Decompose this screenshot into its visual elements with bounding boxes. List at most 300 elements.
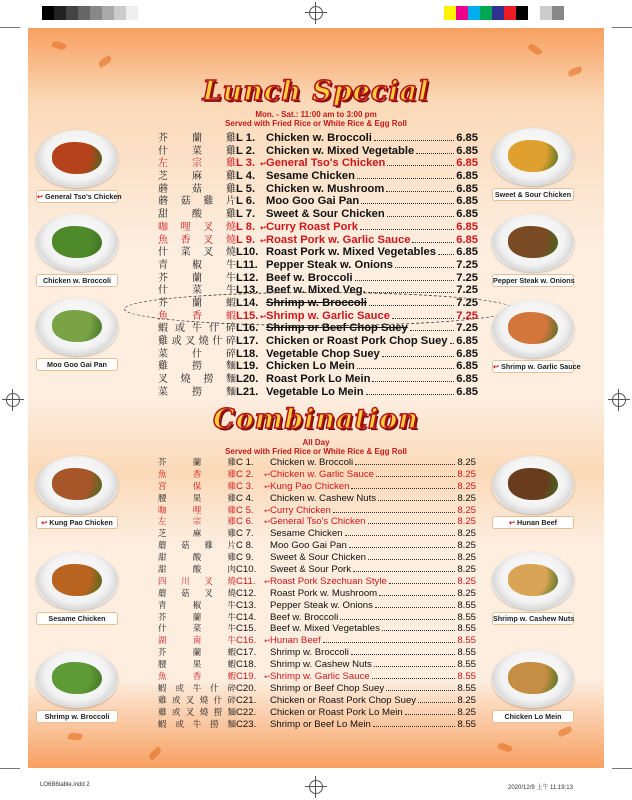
item-price: 8.25	[457, 587, 476, 599]
photo-caption	[36, 516, 118, 529]
item-code: L17.	[236, 335, 259, 347]
item-code: L 2.	[236, 144, 256, 157]
crop-mark	[612, 768, 632, 769]
chinese-name: 雞撈麵	[158, 361, 236, 373]
combination-item	[158, 504, 476, 516]
chinese-name: 蝦或牛撈麵	[158, 719, 236, 730]
dot-leader	[353, 571, 455, 572]
spicy-arrow-icon: ↩	[37, 192, 46, 201]
leaf-decoration	[51, 40, 67, 51]
registration-mark-bottom	[305, 776, 327, 798]
dot-leader	[340, 619, 455, 620]
combination-item	[158, 622, 476, 634]
chinese-name: 什菜牛	[158, 285, 236, 297]
food-photo	[36, 456, 118, 529]
item-price: 8.25	[457, 540, 476, 552]
lunch-item	[158, 142, 478, 155]
combination-item	[158, 599, 476, 611]
food-image	[52, 468, 102, 500]
item-code: L12.	[236, 271, 259, 284]
chinese-name: 芝麻雞	[158, 529, 236, 540]
item-price: 8.55	[457, 682, 476, 694]
item-code: C11.	[236, 575, 256, 587]
combination-item	[158, 456, 476, 468]
leaf-decoration	[497, 741, 513, 753]
leaf-decoration	[147, 746, 162, 760]
chinese-name: 蘑菇雞片	[158, 541, 236, 552]
item-price: 6.85	[456, 182, 478, 195]
photo-caption	[36, 358, 118, 371]
caption-text: Chicken w. Broccoli	[42, 276, 112, 285]
item-code: C13.	[236, 599, 257, 611]
item-code: L 5.	[236, 182, 256, 195]
item-name: Roast Pork w. Mixed Vegetables	[266, 246, 436, 259]
item-code: C17.	[236, 647, 257, 659]
combination-item	[158, 718, 476, 730]
chinese-name: 甜酸雞	[158, 209, 236, 221]
food-photo	[36, 650, 118, 723]
item-code: L10.	[236, 246, 259, 259]
item-name: Sweet & Sour Pork	[270, 564, 352, 576]
dot-leader	[389, 583, 456, 584]
combination-item	[158, 515, 476, 527]
plate-image	[36, 456, 118, 514]
food-image	[52, 142, 102, 174]
caption-text: Shrimp w. Cashew Nuts	[493, 614, 575, 623]
item-name: Moo Goo Gai Pan	[270, 540, 347, 552]
dot-leader	[333, 512, 456, 513]
lunch-item	[158, 256, 478, 269]
registration-mark-top	[305, 2, 327, 24]
chinese-name: 菜什碎	[158, 348, 236, 360]
food-image	[52, 310, 102, 342]
item-code: L 8.	[236, 220, 256, 233]
item-price: 7.25	[456, 309, 478, 322]
lunch-item	[158, 243, 478, 259]
item-code: L11.	[236, 258, 258, 271]
chinese-name: 芥蘭牛	[158, 612, 236, 623]
item-name: Shrimp w. Broccoli	[266, 296, 367, 309]
item-code: C10.	[236, 564, 257, 576]
photo-caption	[36, 710, 118, 723]
chinese-name: 雞或叉燒什碎	[158, 336, 236, 347]
plate-image	[492, 214, 574, 272]
spicy-arrow-icon: ↩	[264, 519, 270, 527]
leaf-decoration	[527, 42, 542, 56]
registration-mark-left	[2, 389, 24, 411]
photo-caption	[492, 360, 581, 373]
food-image	[508, 226, 558, 258]
lunch-item	[158, 205, 478, 221]
item-price: 7.25	[456, 322, 478, 335]
item-name: Beef w. Broccoli	[266, 271, 353, 284]
item-name: Curry Roast Pork	[266, 220, 359, 233]
item-price: 7.25	[456, 296, 478, 309]
lunch-item	[158, 345, 478, 358]
caption-text: Pepper Steak w. Onions	[493, 276, 575, 285]
item-name: Chicken w. Mixed Vegetable	[266, 144, 415, 157]
item-code: L 9.	[236, 233, 256, 246]
lunch-note: Served with Fried Rice or White Rice & Egg Roll	[225, 119, 407, 128]
item-name: Chicken w. Cashew Nuts	[270, 492, 377, 504]
item-code: L 4.	[236, 170, 256, 183]
item-code: L21.	[236, 385, 259, 398]
food-image	[508, 140, 558, 172]
item-code: L13.	[236, 284, 259, 297]
color-bar	[444, 6, 564, 20]
item-name: Sweet & Sour Chicken	[266, 208, 385, 221]
spicy-arrow-icon: ↩	[260, 313, 266, 321]
plate-image	[492, 128, 574, 186]
leaf-decoration	[557, 726, 573, 737]
item-code: L 3.	[236, 157, 256, 170]
spicy-arrow-icon: ↩	[264, 638, 270, 646]
combination-menu-list	[158, 456, 476, 729]
item-price: 8.25	[457, 480, 476, 492]
dot-leader	[368, 523, 456, 524]
food-image	[508, 468, 558, 500]
chinese-name: 湖南牛	[158, 636, 236, 647]
lunch-special-title: Lunch Special	[202, 76, 430, 107]
chinese-name: 蘑菇叉燒	[158, 588, 236, 599]
plate-image	[36, 130, 118, 188]
item-price: 6.85	[456, 373, 478, 386]
item-price: 6.85	[456, 132, 478, 144]
spicy-arrow-icon: ↩	[509, 518, 518, 527]
item-name: Beef w. Mixed Veg.	[266, 284, 366, 297]
item-price: 6.85	[456, 347, 478, 360]
item-price: 8.25	[457, 528, 476, 540]
chinese-name: 四川叉燒	[158, 576, 236, 587]
item-price: 8.55	[457, 671, 476, 683]
chinese-name: 青椒牛	[158, 600, 236, 611]
dot-leader	[323, 642, 456, 643]
photo-caption	[36, 274, 118, 287]
item-price: 8.25	[457, 564, 476, 576]
lunch-item	[158, 180, 478, 193]
item-name: Roast Pork Szechuan Style	[270, 575, 387, 587]
chinese-name: 魚香叉燒	[158, 234, 236, 246]
dot-leader	[349, 547, 456, 548]
spicy-arrow-icon: ↩	[260, 224, 266, 232]
combination-title: Combination	[213, 404, 419, 435]
item-code: L16.	[236, 322, 259, 335]
food-photo	[492, 128, 574, 201]
food-image	[52, 226, 102, 258]
chinese-name: 腰果雞	[158, 493, 236, 504]
item-price: 7.25	[456, 284, 478, 297]
food-photo	[36, 298, 118, 371]
item-code: C14.	[236, 611, 257, 623]
item-price: 8.25	[457, 706, 476, 718]
item-name: Shrimp w. Garlic Sauce	[266, 309, 390, 322]
item-name: Roast Pork w. Mushroom	[270, 587, 378, 599]
spicy-arrow-icon: ↩	[264, 483, 270, 491]
food-image	[508, 312, 558, 344]
item-name: Chicken w. Broccoli	[270, 457, 354, 468]
item-code: L20.	[236, 373, 259, 386]
item-price: 6.85	[456, 233, 478, 246]
dot-leader	[351, 488, 455, 489]
item-name: Pepper Steak w. Onions	[266, 258, 394, 271]
item-name: Sweet & Sour Chicken	[270, 552, 366, 564]
item-code: L15.	[236, 309, 259, 322]
item-price: 8.25	[457, 457, 476, 468]
item-price: 8.25	[457, 694, 476, 706]
item-name: Shrimp or Beef Lo Mein	[270, 718, 371, 730]
item-price: 6.85	[456, 360, 478, 373]
dot-leader	[355, 464, 455, 465]
caption-text: Moo Goo Gai Pan	[47, 360, 107, 369]
item-price: 6.85	[456, 385, 478, 398]
spicy-arrow-icon: ↩	[260, 161, 266, 169]
food-photo	[36, 214, 118, 287]
item-price: 8.25	[457, 516, 476, 528]
chinese-name: 叉燒撈麵	[158, 374, 236, 386]
chinese-name: 芥蘭雞	[158, 133, 236, 144]
combination-item	[158, 468, 476, 480]
food-photo	[492, 552, 574, 625]
item-name: Chicken or Roast Pork Chop Suey	[266, 335, 448, 347]
food-photo	[492, 456, 574, 529]
item-name: Sesame Chicken	[266, 170, 355, 183]
item-name: Shrimp or Beef Chop Suey	[270, 682, 385, 694]
item-name: Chicken or Roast Pork Lo Mein	[270, 706, 403, 718]
chinese-name: 甜酸雞	[158, 553, 236, 564]
chinese-name: 蝦或牛什碎	[158, 683, 236, 694]
food-image	[52, 564, 102, 596]
item-name: Beef w. Mixed Vegetables	[270, 623, 380, 635]
item-price: 8.55	[457, 718, 476, 730]
item-name: Kung Pao Chicken	[270, 480, 350, 492]
dot-leader	[368, 559, 455, 560]
dot-leader	[378, 500, 455, 501]
chinese-name: 芥蘭雞	[158, 458, 236, 468]
lunch-item	[158, 192, 478, 208]
food-photo	[36, 130, 122, 203]
lunch-item	[158, 218, 478, 231]
item-price: 8.55	[457, 599, 476, 611]
item-code: C 2.	[236, 468, 254, 480]
chinese-name: 雞或叉燒撈麵	[158, 707, 236, 718]
combination-item	[158, 670, 476, 682]
dot-leader	[372, 678, 456, 679]
photo-caption	[36, 190, 122, 203]
chinese-name: 什菜牛	[158, 624, 236, 635]
chinese-name: 芥蘭蝦	[158, 648, 236, 659]
spicy-arrow-icon: ↩	[264, 507, 270, 515]
item-code: L18.	[236, 347, 259, 360]
spicy-arrow-icon: ↩	[264, 578, 270, 586]
item-price: 6.85	[456, 144, 478, 157]
spicy-arrow-icon: ↩	[260, 237, 266, 245]
caption-text: Shrimp w. Garlic Sauce	[501, 362, 581, 371]
dot-leader	[366, 394, 455, 395]
combination-item	[158, 551, 476, 563]
food-image	[508, 662, 558, 694]
dot-leader	[345, 535, 456, 536]
lunch-item	[158, 154, 478, 170]
dot-leader	[379, 595, 455, 596]
item-code: L14.	[236, 296, 259, 309]
registration-mark-right	[608, 389, 630, 411]
item-code: C18.	[236, 659, 257, 671]
lunch-item	[158, 269, 478, 282]
chinese-name: 什菜叉燒	[158, 247, 236, 259]
item-code: C21.	[236, 694, 257, 706]
item-price: 8.25	[457, 575, 476, 587]
combination-item	[158, 658, 476, 670]
spicy-arrow-icon: ↩	[264, 674, 270, 682]
spicy-arrow-icon: ↩	[264, 471, 270, 479]
item-name: Vegetable Chop Suey	[266, 347, 380, 360]
food-photo	[492, 300, 581, 373]
photo-caption	[492, 188, 574, 201]
combination-item	[158, 646, 476, 658]
crop-mark	[612, 27, 632, 28]
spicy-arrow-icon: ↩	[41, 518, 50, 527]
caption-text: General Tso's Chicken	[45, 192, 122, 201]
lunch-item	[158, 383, 478, 396]
dot-leader	[351, 654, 455, 655]
combination-item	[158, 527, 476, 539]
print-timestamp: 2020/12/9 上午 11:19:13	[508, 785, 573, 791]
food-photo	[492, 650, 574, 723]
item-name: Beef w. Broccoli	[270, 611, 339, 623]
menu-page	[28, 28, 604, 768]
item-name: Moo Goo Gai Pan	[266, 195, 360, 208]
lunch-item	[158, 357, 478, 373]
dot-leader	[374, 666, 455, 667]
chinese-name: 青椒牛	[158, 259, 236, 271]
combination-item	[158, 575, 476, 587]
combination-item	[158, 634, 476, 646]
item-name: Shrimp w. Cashew Nuts	[270, 659, 372, 671]
combination-item	[158, 694, 476, 706]
crop-mark	[0, 27, 20, 28]
photo-caption	[492, 710, 574, 723]
item-price: 6.85	[456, 220, 478, 233]
combination-item	[158, 539, 476, 551]
dot-leader	[376, 476, 455, 477]
item-code: L 1.	[236, 132, 256, 144]
food-image	[508, 564, 558, 596]
highlight-oval	[124, 292, 514, 326]
spicy-arrow-icon: ↩	[493, 362, 502, 371]
chinese-name: 魚香雞	[158, 469, 236, 480]
item-code: C 6.	[236, 516, 254, 528]
item-code: C15.	[236, 623, 257, 635]
caption-text: Sweet & Sour Chicken	[494, 190, 572, 199]
lunch-menu-list	[158, 129, 478, 398]
item-price: 6.85	[456, 208, 478, 221]
item-name: Pepper Steak w. Onions	[270, 599, 373, 611]
item-code: C 8.	[236, 540, 254, 552]
food-image	[52, 662, 102, 694]
lunch-item	[158, 167, 478, 183]
item-code: C 7.	[236, 528, 254, 540]
item-code: L 7.	[236, 208, 256, 221]
chinese-name: 蘑菇雞	[158, 183, 236, 195]
item-name: Chicken Lo Mein	[266, 360, 355, 373]
item-name: Vegetable Lo Mein	[266, 385, 364, 398]
food-photo	[492, 214, 574, 287]
item-name: Chicken w. Mushroom	[266, 182, 385, 195]
item-price: 6.85	[456, 170, 478, 183]
chinese-name: 左宗雞	[158, 517, 236, 528]
combination-item	[158, 480, 476, 492]
item-code: C20.	[236, 682, 257, 694]
item-price: 6.85	[456, 195, 478, 208]
item-code: C23.	[236, 718, 257, 730]
item-code: C 9.	[236, 552, 254, 564]
item-code: L19.	[236, 360, 259, 373]
plate-image	[492, 300, 574, 358]
combination-note: Served with Fried Rice or White Rice & Egg Roll	[225, 447, 407, 456]
photo-caption	[492, 516, 574, 529]
chinese-name: 芥蘭牛	[158, 272, 236, 284]
item-name: Shrimp w. Garlic Sauce	[270, 671, 370, 683]
item-price: 6.85	[456, 157, 478, 170]
file-name: LO6B6table.indd 2	[40, 782, 90, 788]
dot-leader	[386, 690, 455, 691]
caption-text: Chicken Lo Mein	[504, 712, 562, 721]
item-name: Chicken or Roast Pork Chop Suey	[270, 694, 417, 706]
item-price: 8.55	[457, 659, 476, 671]
item-code: C19.	[236, 671, 257, 683]
food-photo	[36, 552, 118, 625]
chinese-name: 雞或叉燒什碎	[158, 695, 236, 706]
item-code: C 5.	[236, 504, 254, 516]
item-code: C16.	[236, 635, 257, 647]
chinese-name: 蝦或牛什碎	[158, 323, 236, 335]
photo-caption	[36, 612, 118, 625]
item-price: 8.25	[457, 504, 476, 516]
plate-image	[36, 214, 118, 272]
crop-mark	[0, 768, 20, 769]
dot-leader	[382, 630, 455, 631]
chinese-name: 芝麻雞	[158, 171, 236, 183]
leaf-decoration	[97, 55, 113, 68]
chinese-name: 菜撈麵	[158, 386, 236, 398]
item-name: General Tso's Chicken	[270, 516, 366, 528]
item-name: Chicken w. Broccoli	[266, 132, 372, 144]
caption-text: Shrimp w. Broccoli	[44, 712, 110, 721]
dot-leader	[373, 726, 456, 727]
dot-leader	[405, 714, 456, 715]
item-name: Sesame Chicken	[270, 528, 343, 540]
item-price: 6.85	[456, 246, 478, 259]
combination-item	[158, 682, 476, 694]
combination-item	[158, 563, 476, 575]
lunch-item	[158, 332, 478, 345]
item-code: C 1.	[236, 457, 254, 468]
chinese-name: 腰果蝦	[158, 660, 236, 671]
combination-hours: All Day	[302, 438, 330, 447]
chinese-name: 咖哩叉燒	[158, 221, 236, 233]
plate-image	[492, 552, 574, 610]
grayscale-bar	[42, 6, 138, 20]
item-name: General Tso's Chicken	[266, 157, 386, 170]
item-code: L 6.	[236, 195, 256, 208]
chinese-name: 宮保雞	[158, 481, 236, 492]
item-price: 7.25	[456, 271, 478, 284]
combination-item	[158, 587, 476, 599]
item-code: C22.	[236, 706, 257, 718]
dot-leader	[375, 607, 455, 608]
lunch-item	[158, 370, 478, 386]
combination-item	[158, 492, 476, 504]
